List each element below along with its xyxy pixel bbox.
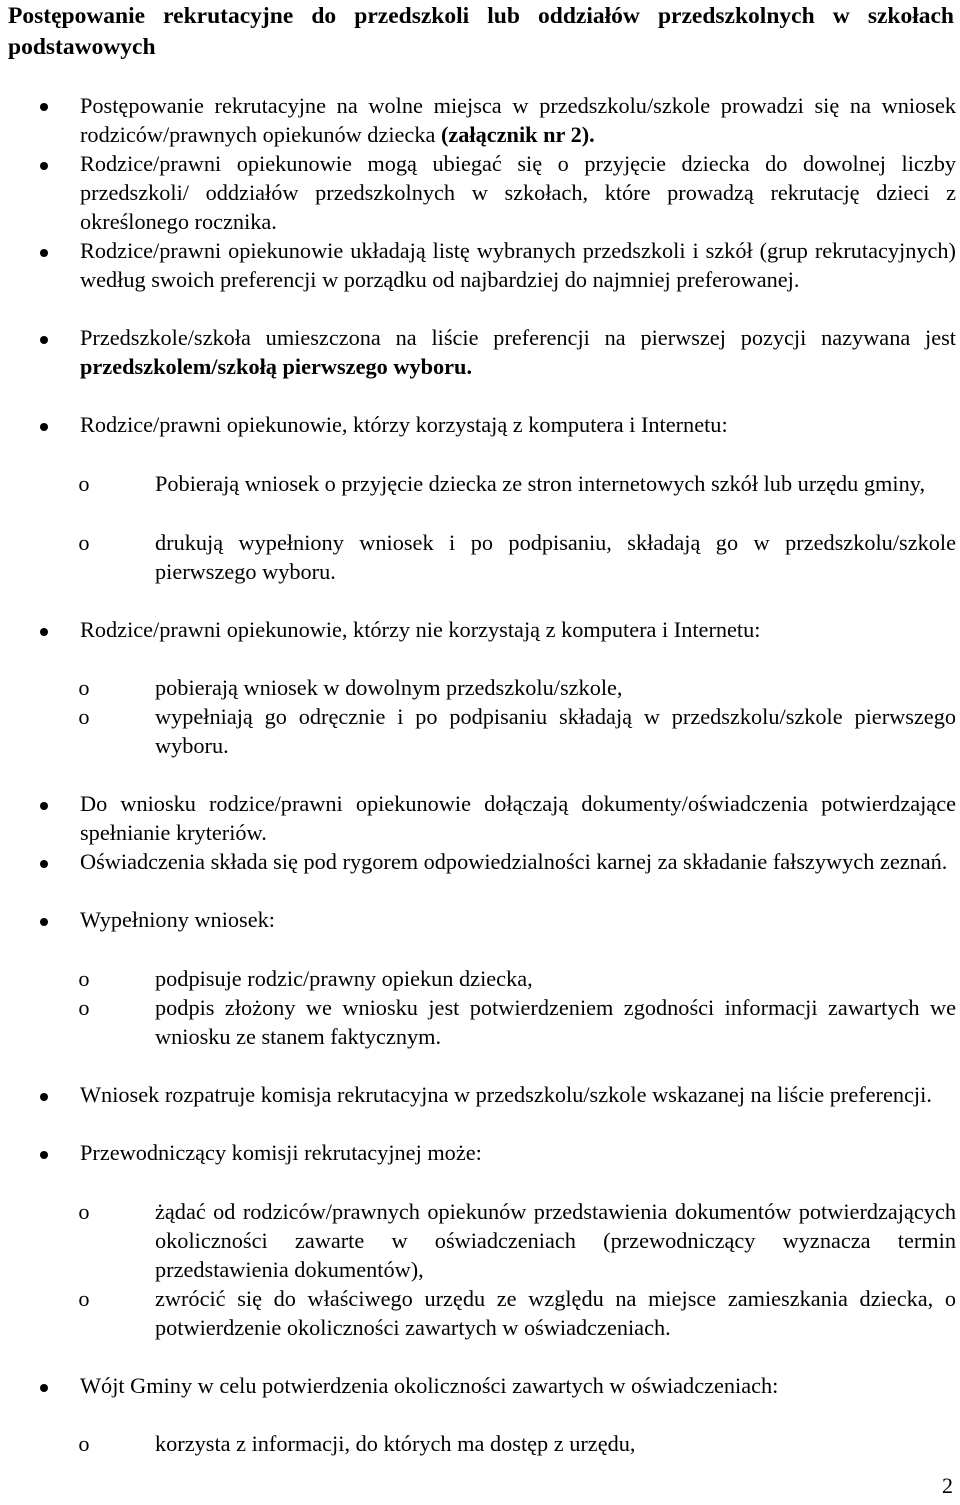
list-item (80, 323, 956, 381)
sub-marker: o (78, 995, 90, 1020)
list-item: Przewodniczący komisji rekrutacyjnej może: (80, 1140, 482, 1165)
list-item: Do wniosku rodzice/prawni opiekunowie dołączają dokumenty/oświadczenia potwierdzające spełnianie kryteriów. (80, 791, 956, 845)
sub-list-item: drukują wypełniony wniosek i po podpisaniu, składają go w przedszkolu/szkole pierwszego wyboru. (155, 530, 956, 584)
sub-list-item: Pobierają wniosek o przyjęcie dziecka ze stron internetowych szkół lub urzędu gminy, (155, 471, 926, 496)
list-item: Rodzice/prawni opiekunowie, którzy nie korzystają z komputera i Internetu: (80, 617, 761, 642)
bullet-icon (40, 1151, 48, 1159)
sub-list-item: żądać od rodziców/prawnych opiekunów przedstawienia dokumentów potwierdzających okoliczności zawarte w oświadczeniach (przewodniczący wyznacza termin przedstawienia dokumentów), (155, 1199, 956, 1282)
sub-marker: o (78, 675, 90, 700)
sub-marker: o (78, 704, 90, 729)
bullet-icon (40, 802, 48, 810)
list-item (80, 91, 956, 149)
bullet-icon (40, 249, 48, 257)
sub-list-item: pobierają wniosek w dowolnym przedszkolu/szkole, (155, 675, 623, 700)
sub-marker: o (78, 966, 90, 991)
bullet-icon (40, 1384, 48, 1392)
list-item: Rodzice/prawni opiekunowie mogą ubiegać się o przyjęcie dziecka do dowolnej liczby przedszkoli/ oddziałów przedszkolnych w szkołach, które prowadzą rekrutację dzieci z określonego rocznika. (80, 151, 956, 234)
sub-list-item: zwrócić się do właściwego urzędu ze względu na miejsce zamieszkania dziecka, o potwierdzenie okoliczności zawartych w oświadczeniach. (155, 1286, 956, 1340)
list-item: Wójt Gminy w celu potwierdzenia okoliczności zawartych w oświadczeniach: (80, 1373, 779, 1398)
sub-marker: o (78, 1286, 90, 1311)
bullet-icon (40, 423, 48, 431)
bullet-icon (40, 860, 48, 868)
list-item-bold-text: (załącznik nr 2). (440, 122, 595, 147)
list-item-text: Przedszkole/szkoła umieszczona na liście preferencji na pierwszej pozycji nazywana jest (80, 325, 956, 350)
sub-marker: o (78, 1199, 90, 1224)
bullet-icon (40, 336, 48, 344)
bullet-icon (40, 918, 48, 926)
sub-list-item: wypełniają go odręcznie i po podpisaniu składają w przedszkolu/szkole pierwszego wyboru. (155, 704, 956, 758)
sub-list-item: podpis złożony we wniosku jest potwierdzeniem zgodności informacji zawartych we wniosku ze stanem faktycznym. (155, 995, 956, 1049)
sub-marker: o (78, 1431, 90, 1456)
sub-list-item: podpisuje rodzic/prawny opiekun dziecka, (155, 966, 533, 991)
bullet-icon (40, 628, 48, 636)
list-item: Rodzice/prawni opiekunowie, którzy korzystają z komputera i Internetu: (80, 412, 728, 437)
sub-marker: o (78, 530, 90, 555)
list-item: Oświadczenia składa się pod rygorem odpowiedzialności karnej za składanie fałszywych zeznań. (80, 849, 948, 874)
list-item: Rodzice/prawni opiekunowie układają listę wybranych przedszkoli i szkół (grup rekrutacyjnych) według swoich preferencji w porządku od najbardziej do najmniej preferowanej. (80, 238, 956, 292)
list-item: Wypełniony wniosek: (80, 907, 275, 932)
list-item: Wniosek rozpatruje komisja rekrutacyjna w przedszkolu/szkole wskazanej na liście preferencji. (80, 1082, 932, 1107)
page-number: 2 (942, 1473, 953, 1498)
list-item-text: Postępowanie rekrutacyjne na wolne miejsca w przedszkolu/szkole prowadzi się na wniosek rodziców/prawnych opiekunów dziecka (80, 93, 956, 147)
document-title: Postępowanie rekrutacyjne do przedszkoli lub oddziałów przedszkolnych w szkołach podstawowych (8, 3, 954, 60)
bullet-icon (40, 103, 48, 111)
sub-list-item: korzysta z informacji, do których ma dostęp z urzędu, (155, 1431, 636, 1456)
list-item-bold-text: przedszkolem/szkołą pierwszego wyboru. (80, 354, 473, 379)
bullet-icon (40, 162, 48, 170)
sub-marker: o (78, 471, 90, 496)
bullet-icon (40, 1093, 48, 1101)
